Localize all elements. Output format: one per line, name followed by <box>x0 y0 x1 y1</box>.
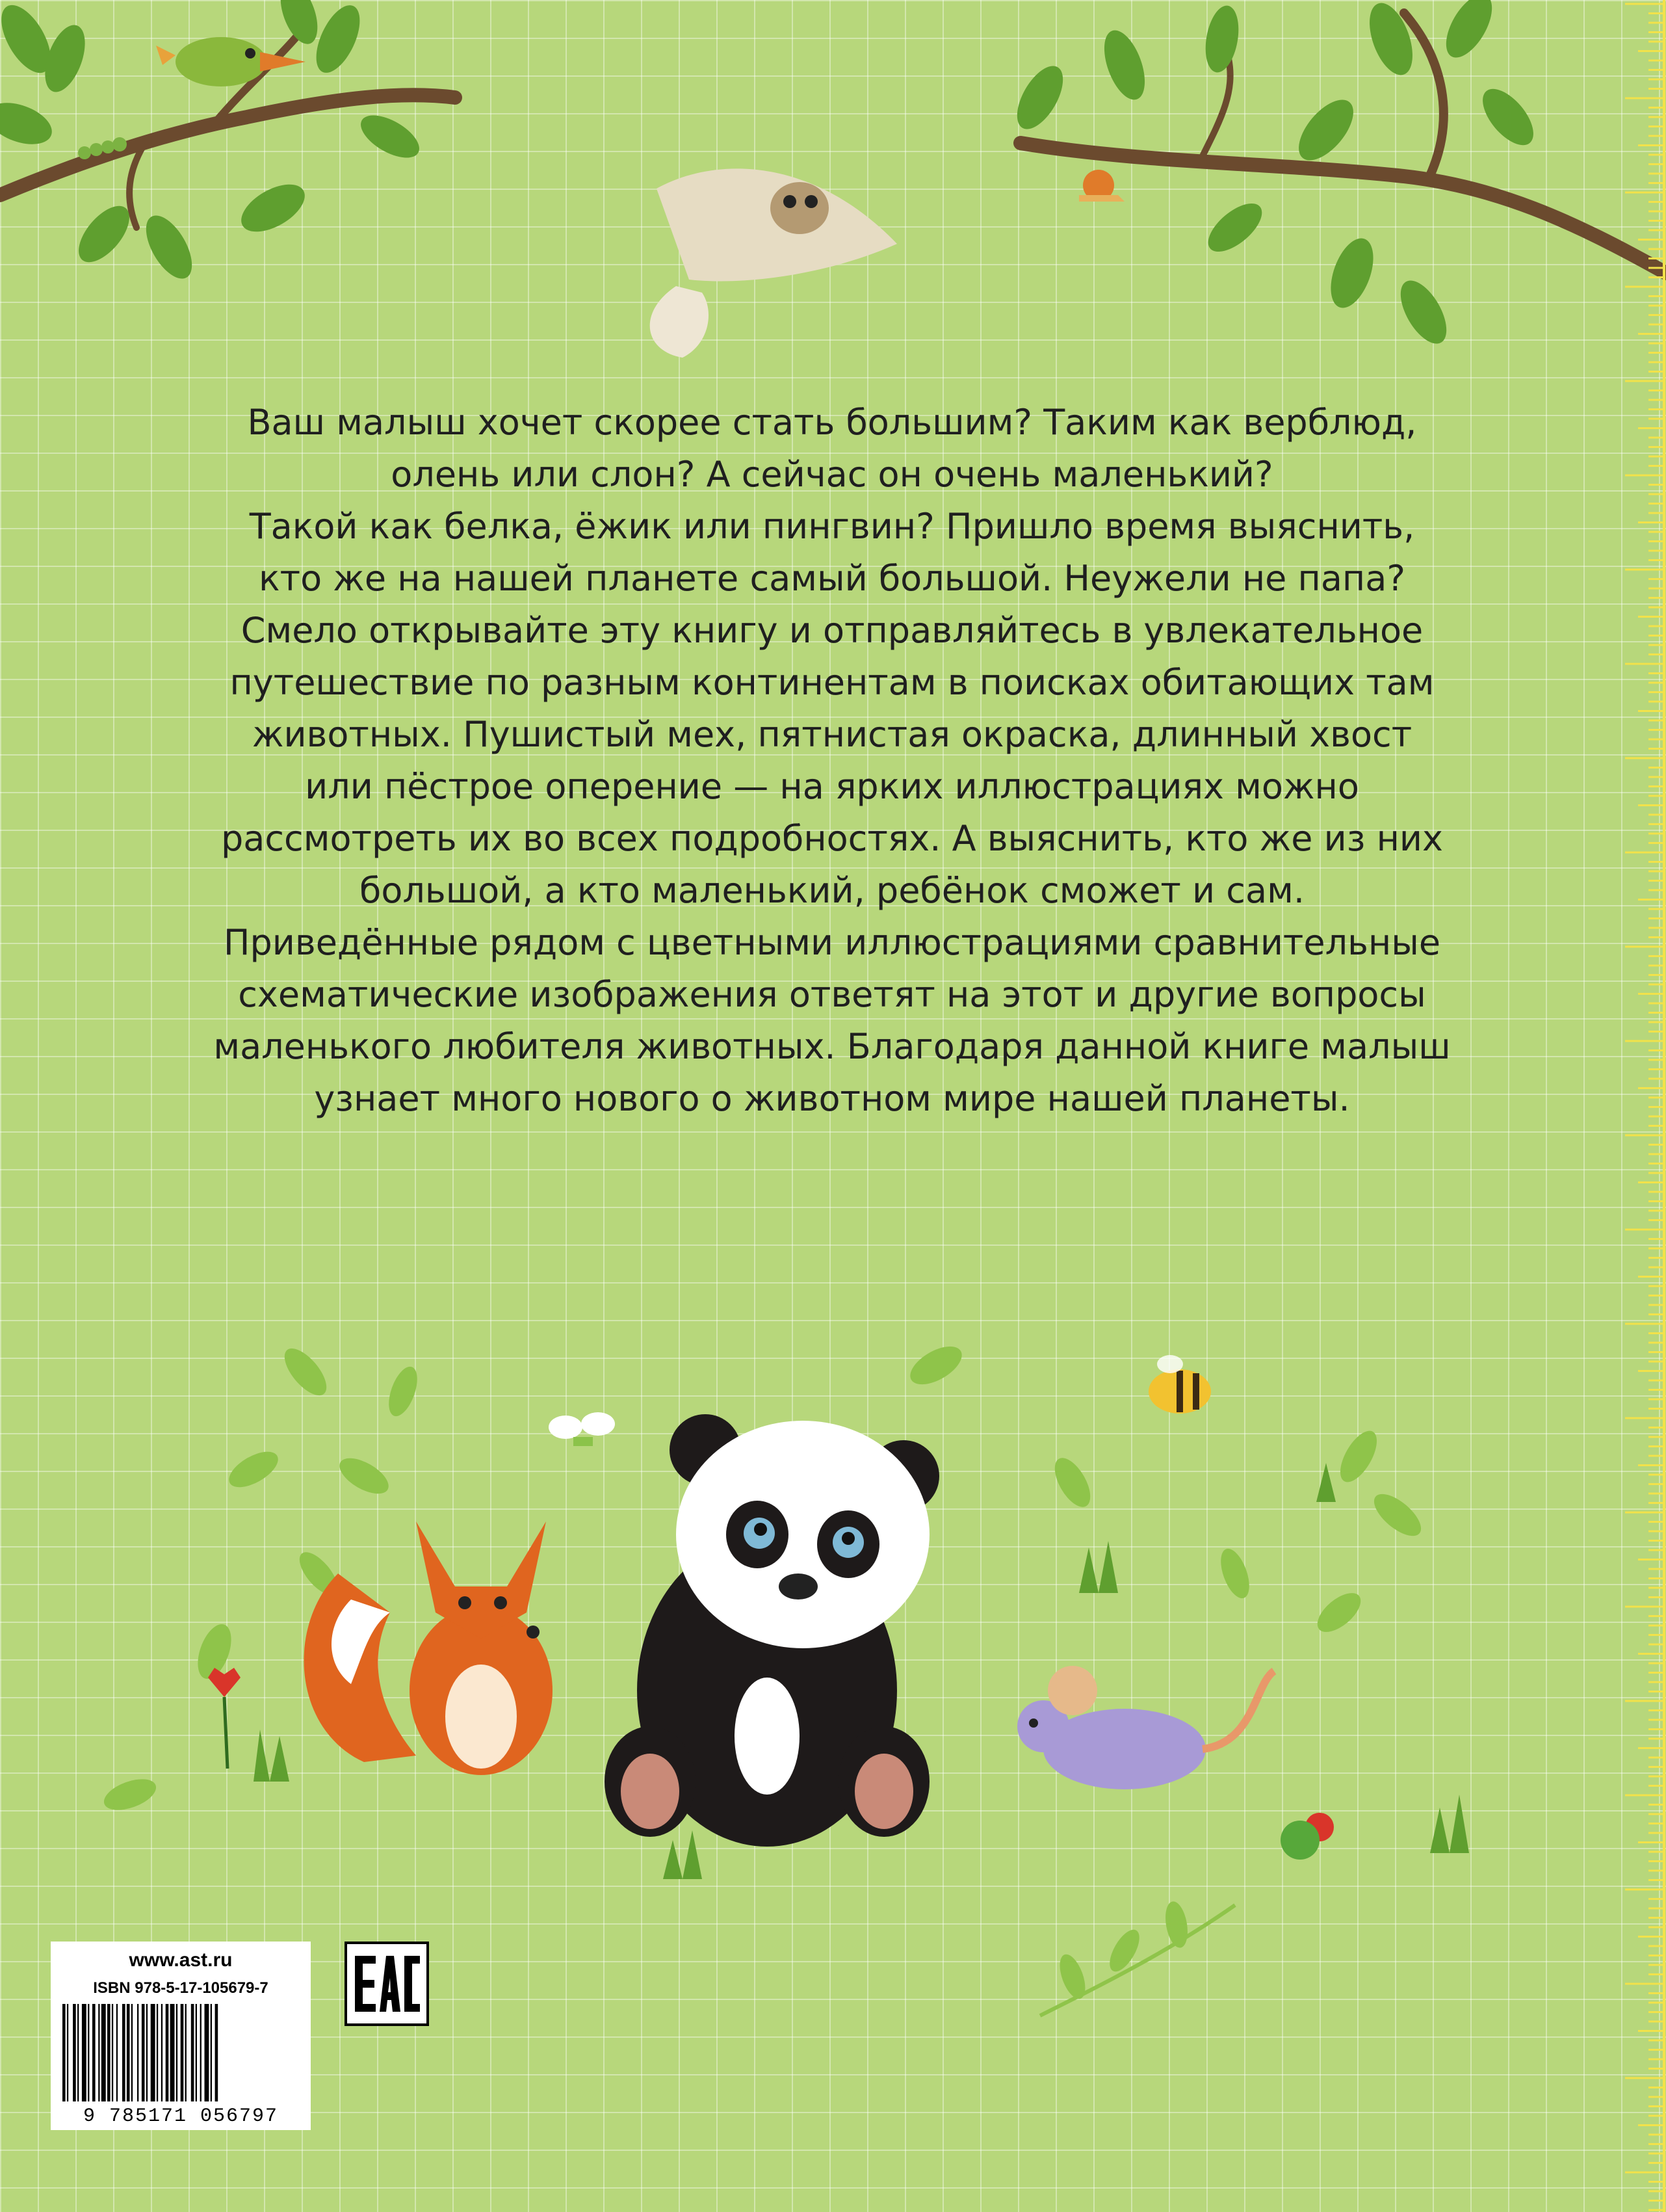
panda-icon <box>605 1414 939 1847</box>
bee-icon <box>1149 1355 1211 1414</box>
isbn-number: ISBN 978-5-17-105679-7 <box>93 1979 268 1997</box>
barcode-bar <box>142 2004 145 2101</box>
ruler-scale <box>1619 0 1666 2212</box>
barcode-bar <box>88 2004 89 2101</box>
scattered-leaves-icon <box>100 1339 1428 1816</box>
barcode-bar <box>146 2004 148 2101</box>
flying-squirrel-icon <box>650 168 897 358</box>
barcode-block <box>51 1942 311 2130</box>
bird-icon <box>156 37 306 86</box>
description-line: кто же на нашей планете самый большой. Неужели не папа? <box>259 558 1405 599</box>
branch-sprig-icon <box>1040 1900 1235 2016</box>
flower-icon <box>208 1668 241 1769</box>
barcode-bar <box>191 2004 194 2101</box>
description-line: схематические изображения ответят на этот и другие вопросы <box>238 974 1426 1015</box>
barcode-icon <box>62 2004 299 2101</box>
description-line: Смело открывайте эту книгу и отправляйтесь в увлекательное <box>241 610 1424 651</box>
description-line: путешествие по разным континентам в поисках обитающих там <box>229 662 1435 703</box>
description-line: рассмотреть их во всех подробностях. А выяснить, кто же из них <box>221 818 1443 859</box>
barcode-bar <box>107 2004 111 2101</box>
barcode-bar <box>205 2004 209 2101</box>
publisher-website: www.ast.ru <box>129 1949 233 1971</box>
barcode-bar <box>200 2004 202 2101</box>
description-line: большой, а кто маленький, ребёнок сможет и сам. <box>359 870 1305 911</box>
barcode-bar <box>181 2004 184 2101</box>
top-branch-illustration <box>0 0 1666 403</box>
barcode-bar <box>82 2004 86 2101</box>
barcode-digits: 9 785171 056797 <box>83 2105 279 2127</box>
description-line: или пёстрое оперение — на ярких иллюстрациях можно <box>305 766 1359 807</box>
barcode-bar <box>151 2004 155 2101</box>
barcode-bar <box>116 2004 118 2101</box>
barcode-bar <box>157 2004 158 2101</box>
grass-icon <box>254 1463 1469 1879</box>
description-line: животных. Пушистый мех, пятнистая окраска, длинный хвост <box>252 714 1412 755</box>
snail-icon <box>1079 170 1125 202</box>
barcode-bar <box>127 2004 130 2101</box>
barcode-bar <box>98 2004 99 2101</box>
butterfly-icon <box>549 1412 615 1446</box>
barcode-bar <box>62 2004 66 2101</box>
barcode-bar <box>77 2004 79 2101</box>
description-line: Такой как белка, ёжик или пингвин? Пришло время выяснить, <box>249 506 1415 547</box>
description-line: Ваш малыш хочет скорее стать большим? Таким как верблюд, <box>247 402 1417 443</box>
barcode-bar <box>73 2004 76 2101</box>
book-description <box>117 397 1547 1125</box>
mouse-icon <box>1017 1666 1274 1789</box>
barcode-bar <box>185 2004 187 2101</box>
description-line: олень или слон? А сейчас он очень маленький? <box>391 454 1273 495</box>
description-line: узнает много нового о животном мире нашей планеты. <box>314 1078 1350 1119</box>
barcode-bar <box>122 2004 125 2101</box>
fox-icon <box>304 1521 553 1775</box>
barcode-bar <box>215 2004 218 2101</box>
barcode-bar <box>196 2004 197 2101</box>
eac-certification-icon <box>345 1942 429 2026</box>
barcode-bar <box>67 2004 68 2101</box>
description-line: маленького любителя животных. Благодаря данной книге малыш <box>213 1026 1451 1067</box>
barcode-bar <box>161 2004 163 2101</box>
barcode-bar <box>131 2004 133 2101</box>
barcode-bar <box>92 2004 96 2101</box>
barcode-bar <box>137 2004 138 2101</box>
barcode-bar <box>211 2004 212 2101</box>
apples-icon <box>1281 1813 1334 1860</box>
barcode-bar <box>112 2004 113 2101</box>
barcode-bar <box>101 2004 106 2101</box>
barcode-bar <box>176 2004 177 2101</box>
description-line: Приведённые рядом с цветными иллюстрациями сравнительные <box>223 922 1441 963</box>
barcode-bar <box>166 2004 169 2101</box>
barcode-bar <box>170 2004 175 2101</box>
